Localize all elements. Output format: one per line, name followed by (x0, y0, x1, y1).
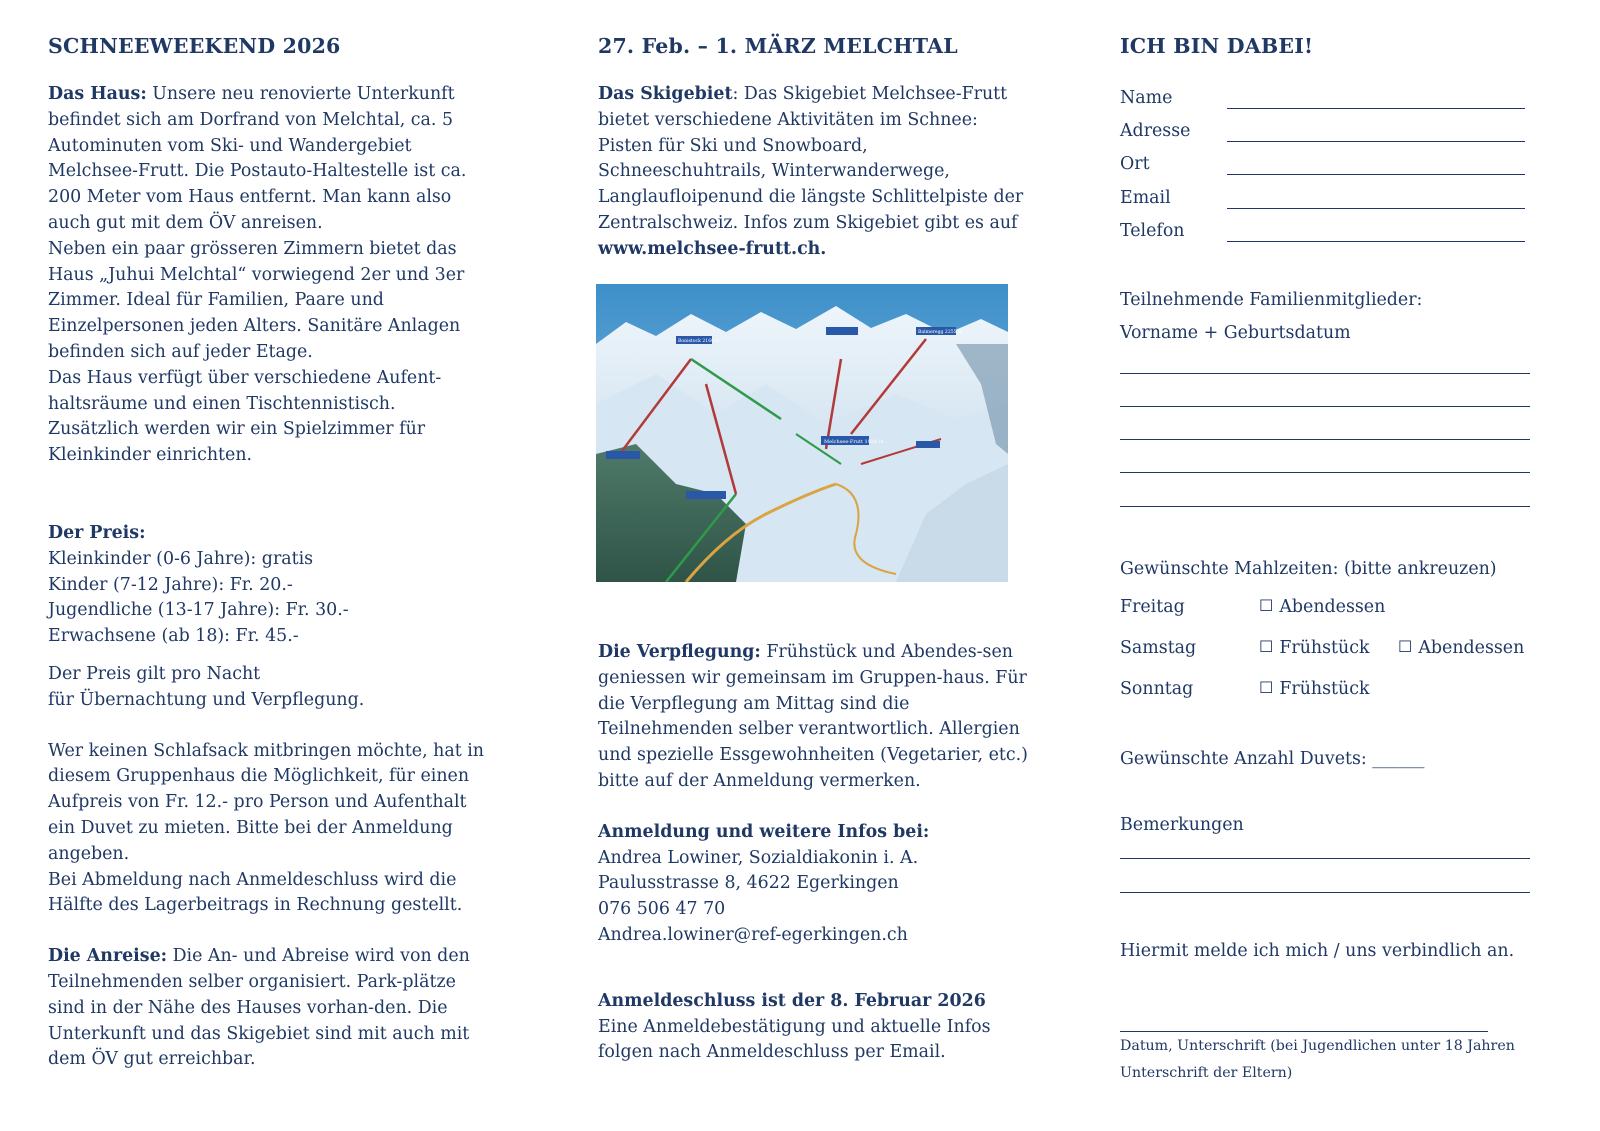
column-ski-info-lower (598, 640, 1028, 1066)
remarks-line[interactable] (1120, 858, 1530, 859)
family-member-line[interactable] (1120, 406, 1530, 407)
catering-text: Frühstück und Abendes-sen geniessen wir gemeinsam im Gruppen-haus. Für die Verpflegung am Mittag sind die Teilnehmenden selber verantwortlich. Allergien und spezielle Essgewohnheiten (Vegetarier, etc.) bitte auf der Anmeldung vermerken. (598, 642, 1028, 791)
map-label: Balmeregg 2255 m (918, 330, 963, 335)
ski-paragraph (598, 82, 1028, 263)
field-label-email: Email (1120, 188, 1171, 208)
friday-dinner-option[interactable] (1259, 594, 1385, 620)
phone-field[interactable] (1227, 241, 1525, 242)
family-member-line[interactable] (1120, 373, 1530, 374)
column-ski-info (598, 30, 1028, 263)
facilities-paragraph: Das Haus verfügt über verschiedene Aufent-haltsräume und einen Tischtennistisch. Zusätzlich werden wir ein Spielzimmer für Kleinkinder einrichten. (48, 367, 442, 466)
price-label: Der Preis: (48, 522, 146, 543)
ski-area-map (596, 284, 1008, 582)
confirmation-text: Hiermit melde ich mich / uns verbindlich an. (1120, 941, 1515, 961)
name-field[interactable] (1227, 108, 1525, 109)
meal-day-friday: Freitag (1120, 597, 1185, 617)
field-label-city: Ort (1120, 154, 1150, 174)
column-house-info (48, 30, 488, 1073)
meals-label: Gewünschte Mahlzeiten: (bitte ankreuzen) (1120, 559, 1497, 579)
travel-text: Die An- und Abreise wird von den Teilnehmenden selber organisiert. Park-plätze sind in der Nähe des Hauses vorhan-den. Die Unterkunft und das Skigebiet sind mit auch mit dem ÖV gut erreichbar. (48, 946, 470, 1070)
email-field[interactable] (1227, 208, 1525, 209)
house-text: Unsere neu renovierte Unterkunft befindet sich am Dorfrand von Melchtal, ca. 5 Autominuten vom Ski- und Wandergebiet Melchsee-Frutt. Die Postauto-Haltestelle ist ca. 200 Meter vom Haus entfernt. Man kann also auch gut mit dem ÖV anreisen. (48, 84, 467, 233)
price-note: Der Preis gilt pro Nacht (48, 663, 261, 684)
price-list (48, 547, 488, 650)
saturday-dinner-option[interactable] (1398, 635, 1524, 661)
remarks-label: Bemerkungen (1120, 815, 1244, 835)
ski-text: : Das Skigebiet Melchsee-Frutt bietet verschiedene Aktivitäten im Schnee: Pisten für Ski und Snowboard, Schneeschuhtrails, Winterwanderwege, Langlaufloipenund die längste Schlittelpiste der Zentralschweiz. Infos zum Skigebiet gibt es auf (598, 84, 1024, 233)
checkbox-icon[interactable]: ☐ (1398, 637, 1413, 656)
contact-name: Andrea Lowiner, Sozialdiakonin i. A. (598, 847, 919, 868)
family-member-line[interactable] (1120, 506, 1530, 507)
field-label-name: Name (1120, 88, 1173, 108)
catering-label: Die Verpflegung: (598, 642, 761, 662)
checkbox-icon[interactable]: ☐ (1259, 678, 1274, 697)
meal-day-saturday: Samstag (1120, 638, 1197, 658)
sunday-breakfast-option[interactable] (1259, 676, 1370, 702)
travel-paragraph (48, 944, 488, 1073)
flyer-title: SCHNEEWEEKEND 2026 (48, 34, 341, 58)
family-member-line[interactable] (1120, 472, 1530, 473)
saturday-breakfast-option[interactable] (1259, 635, 1370, 661)
option-label: Frühstück (1279, 638, 1370, 658)
option-label: Frühstück (1279, 679, 1370, 699)
rooms-paragraph: Neben ein paar grösseren Zimmern bietet das Haus „Juhui Melchtal“ vorwiegend 2er und 3er Zimmer. Ideal für Familien, Paare und Einzelpersonen jeden Alters. Sanitäre Anlagen befinden sich auf jeder Etage. (48, 238, 465, 362)
address-field[interactable] (1227, 141, 1525, 142)
catering-paragraph (598, 640, 1028, 795)
contact-address: Paulusstrasse 8, 4622 Egerkingen (598, 873, 899, 894)
house-paragraph (48, 82, 488, 237)
price-item: Erwachsene (ab 18): Fr. 45.- (48, 626, 299, 647)
ski-label: Das Skigebiet (598, 84, 733, 104)
ski-website-link[interactable]: www.melchsee-frutt.ch. (598, 238, 827, 259)
option-label: Abendessen (1279, 597, 1386, 617)
price-note: für Übernachtung und Verpflegung. (48, 689, 365, 710)
map-label: Bonistock 2160 m (678, 339, 720, 344)
house-label: Das Haus: (48, 84, 147, 104)
city-field[interactable] (1227, 174, 1525, 175)
field-label-address: Adresse (1120, 121, 1191, 141)
travel-label: Die Anreise: (48, 946, 168, 967)
field-label-phone: Telefon (1120, 221, 1185, 241)
checkbox-icon[interactable]: ☐ (1259, 596, 1274, 615)
deadline-label: Anmeldeschluss ist der 8. Februar 2026 (598, 990, 986, 1011)
signature-line[interactable] (1120, 1031, 1488, 1032)
price-item: Kinder (7-12 Jahre): Fr. 20.- (48, 574, 293, 595)
deadline-text: Eine Anmeldebestätigung und aktuelle Infos folgen nach Anmeldeschluss per Email. (598, 1016, 991, 1063)
option-label: Abendessen (1418, 638, 1525, 658)
form-title: ICH BIN DABEI! (1120, 34, 1314, 58)
meal-day-sunday: Sonntag (1120, 679, 1194, 699)
family-member-line[interactable] (1120, 439, 1530, 440)
price-item: Kleinkinder (0-6 Jahre): gratis (48, 548, 314, 569)
remarks-line[interactable] (1120, 892, 1530, 893)
signature-label: Unterschrift der Eltern) (1120, 1065, 1293, 1081)
cancellation-paragraph: Bei Abmeldung nach Anmeldeschluss wird die Hälfte des Lagerbeitrags in Rechnung gestellt. (48, 869, 463, 916)
date-title: 27. Feb. – 1. MÄRZ MELCHTAL (598, 34, 958, 58)
signature-label: Datum, Unterschrift (bei Jugendlichen unter 18 Jahren (1120, 1038, 1515, 1054)
duvets-field[interactable]: Gewünschte Anzahl Duvets: ______ (1120, 749, 1425, 769)
contact-email[interactable]: Andrea.lowiner@ref-egerkingen.ch (598, 924, 908, 945)
checkbox-icon[interactable]: ☐ (1259, 637, 1274, 656)
family-sublabel: Vorname + Geburtsdatum (1120, 323, 1351, 343)
map-label: Melchsee-Frutt 1920 m (824, 439, 884, 445)
family-label: Teilnehmende Familienmitglieder: (1120, 290, 1423, 310)
contact-phone: 076 506 47 70 (598, 899, 726, 920)
registration-label: Anmeldung und weitere Infos bei: (598, 821, 930, 842)
duvet-paragraph: Wer keinen Schlafsack mitbringen möchte, hat in diesem Gruppenhaus die Möglichkeit, für einen Aufpreis von Fr. 12.- pro Person und Aufenthalt ein Duvet zu mieten. Bitte bei der Anmeldung angeben. (48, 740, 485, 864)
registration-form (1120, 30, 1570, 1120)
price-item: Jugendliche (13-17 Jahre): Fr. 30.- (48, 600, 349, 621)
